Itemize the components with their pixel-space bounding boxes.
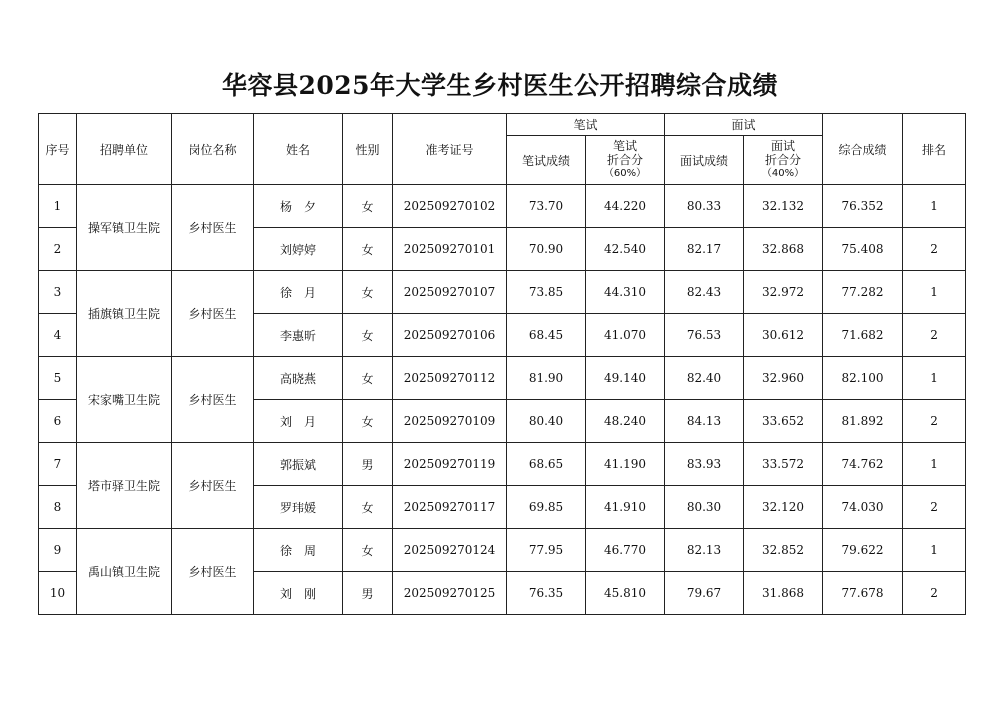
cell-exam-no: 202509270102 — [393, 185, 507, 228]
cell-rank: 2 — [903, 228, 966, 271]
cell-name: 李惠昕 — [254, 314, 343, 357]
header-gender: 性别 — [343, 114, 393, 185]
cell-total: 82.100 — [823, 357, 903, 400]
header-written-converted-line1: 笔试 — [613, 139, 638, 153]
cell-seq: 4 — [39, 314, 77, 357]
cell-gender: 男 — [343, 443, 393, 486]
header-unit: 招聘单位 — [77, 114, 172, 185]
cell-name: 徐 周 — [254, 529, 343, 572]
cell-seq: 8 — [39, 486, 77, 529]
header-written-converted-line2: 折合分 — [607, 153, 644, 167]
cell-written-score: 70.90 — [507, 228, 586, 271]
cell-gender: 男 — [343, 572, 393, 615]
cell-gender: 女 — [343, 400, 393, 443]
cell-unit: 塔市驿卫生院 — [77, 443, 172, 529]
header-written-group: 笔试 — [507, 114, 665, 136]
cell-rank: 1 — [903, 529, 966, 572]
cell-interview-converted: 30.612 — [744, 314, 823, 357]
cell-rank: 1 — [903, 357, 966, 400]
cell-position: 乡村医生 — [172, 529, 254, 615]
cell-written-score: 81.90 — [507, 357, 586, 400]
cell-rank: 2 — [903, 572, 966, 615]
cell-name: 郭振斌 — [254, 443, 343, 486]
cell-name: 杨 夕 — [254, 185, 343, 228]
cell-exam-no: 202509270109 — [393, 400, 507, 443]
cell-written-converted: 44.220 — [586, 185, 665, 228]
page-title: 华容县2025年大学生乡村医生公开招聘综合成绩 — [221, 71, 779, 100]
cell-interview-converted: 32.132 — [744, 185, 823, 228]
cell-interview-converted: 32.972 — [744, 271, 823, 314]
cell-written-converted: 44.310 — [586, 271, 665, 314]
cell-rank: 2 — [903, 400, 966, 443]
cell-written-converted: 46.770 — [586, 529, 665, 572]
cell-written-converted: 45.810 — [586, 572, 665, 615]
header-name: 姓名 — [254, 114, 343, 185]
cell-interview-score: 83.93 — [665, 443, 744, 486]
cell-seq: 6 — [39, 400, 77, 443]
cell-gender: 女 — [343, 185, 393, 228]
cell-total: 76.352 — [823, 185, 903, 228]
cell-unit: 禹山镇卫生院 — [77, 529, 172, 615]
cell-rank: 2 — [903, 314, 966, 357]
cell-interview-score: 82.40 — [665, 357, 744, 400]
cell-position: 乡村医生 — [172, 271, 254, 357]
header-interview-group: 面试 — [665, 114, 823, 136]
cell-seq: 5 — [39, 357, 77, 400]
header-written-score: 笔试成绩 — [507, 136, 586, 185]
cell-exam-no: 202509270119 — [393, 443, 507, 486]
cell-exam-no: 202509270107 — [393, 271, 507, 314]
cell-position: 乡村医生 — [172, 443, 254, 529]
cell-written-converted: 49.140 — [586, 357, 665, 400]
cell-seq: 3 — [39, 271, 77, 314]
cell-name: 刘 月 — [254, 400, 343, 443]
cell-total: 81.892 — [823, 400, 903, 443]
cell-written-converted: 41.070 — [586, 314, 665, 357]
table-row — [39, 185, 966, 228]
cell-interview-converted: 31.868 — [744, 572, 823, 615]
cell-total: 75.408 — [823, 228, 903, 271]
cell-written-score: 77.95 — [507, 529, 586, 572]
header-exam-no: 准考证号 — [393, 114, 507, 185]
cell-unit: 插旗镇卫生院 — [77, 271, 172, 357]
cell-total: 79.622 — [823, 529, 903, 572]
header-written-converted-line3: （60%） — [603, 168, 647, 179]
cell-interview-converted: 33.652 — [744, 400, 823, 443]
cell-position: 乡村医生 — [172, 357, 254, 443]
cell-interview-score: 82.17 — [665, 228, 744, 271]
cell-rank: 2 — [903, 486, 966, 529]
table-row — [39, 357, 966, 400]
cell-interview-converted: 32.852 — [744, 529, 823, 572]
header-row-1 — [39, 114, 966, 136]
cell-exam-no: 202509270101 — [393, 228, 507, 271]
cell-total: 77.678 — [823, 572, 903, 615]
cell-total: 71.682 — [823, 314, 903, 357]
cell-interview-score: 80.30 — [665, 486, 744, 529]
cell-interview-converted: 32.868 — [744, 228, 823, 271]
cell-seq: 10 — [39, 572, 77, 615]
cell-interview-score: 84.13 — [665, 400, 744, 443]
header-interview-converted-line1: 面试 — [771, 139, 796, 153]
cell-interview-score: 82.13 — [665, 529, 744, 572]
cell-gender: 女 — [343, 486, 393, 529]
header-position: 岗位名称 — [172, 114, 254, 185]
cell-rank: 1 — [903, 271, 966, 314]
cell-total: 74.030 — [823, 486, 903, 529]
header-total: 综合成绩 — [823, 114, 903, 185]
cell-interview-score: 82.43 — [665, 271, 744, 314]
cell-name: 刘婷婷 — [254, 228, 343, 271]
cell-unit: 宋家嘴卫生院 — [77, 357, 172, 443]
cell-gender: 女 — [343, 228, 393, 271]
cell-exam-no: 202509270106 — [393, 314, 507, 357]
cell-written-score: 80.40 — [507, 400, 586, 443]
cell-interview-score: 80.33 — [665, 185, 744, 228]
scores-table — [38, 113, 966, 615]
cell-exam-no: 202509270124 — [393, 529, 507, 572]
cell-rank: 1 — [903, 443, 966, 486]
header-interview-score: 面试成绩 — [665, 136, 744, 185]
cell-written-score: 68.45 — [507, 314, 586, 357]
table-row — [39, 529, 966, 572]
cell-seq: 2 — [39, 228, 77, 271]
cell-seq: 1 — [39, 185, 77, 228]
cell-written-score: 73.70 — [507, 185, 586, 228]
cell-written-converted: 48.240 — [586, 400, 665, 443]
cell-written-converted: 42.540 — [586, 228, 665, 271]
cell-interview-converted: 32.960 — [744, 357, 823, 400]
cell-name: 罗玮媛 — [254, 486, 343, 529]
cell-written-converted: 41.910 — [586, 486, 665, 529]
cell-written-converted: 41.190 — [586, 443, 665, 486]
header-rank: 排名 — [903, 114, 966, 185]
cell-rank: 1 — [903, 185, 966, 228]
header-interview-converted — [744, 136, 823, 185]
cell-exam-no: 202509270112 — [393, 357, 507, 400]
cell-written-score: 76.35 — [507, 572, 586, 615]
cell-written-score: 68.65 — [507, 443, 586, 486]
cell-interview-converted: 32.120 — [744, 486, 823, 529]
cell-name: 高晓燕 — [254, 357, 343, 400]
cell-position: 乡村医生 — [172, 185, 254, 271]
table-row — [39, 271, 966, 314]
cell-written-score: 73.85 — [507, 271, 586, 314]
cell-interview-score: 76.53 — [665, 314, 744, 357]
cell-interview-converted: 33.572 — [744, 443, 823, 486]
cell-unit: 操军镇卫生院 — [77, 185, 172, 271]
cell-gender: 女 — [343, 314, 393, 357]
cell-name: 刘 刚 — [254, 572, 343, 615]
cell-exam-no: 202509270117 — [393, 486, 507, 529]
cell-seq: 9 — [39, 529, 77, 572]
header-interview-converted-line3: （40%） — [761, 168, 805, 179]
header-interview-converted-line2: 折合分 — [765, 153, 802, 167]
cell-interview-score: 79.67 — [665, 572, 744, 615]
table-row — [39, 443, 966, 486]
cell-gender: 女 — [343, 529, 393, 572]
cell-total: 77.282 — [823, 271, 903, 314]
cell-gender: 女 — [343, 357, 393, 400]
cell-seq: 7 — [39, 443, 77, 486]
cell-total: 74.762 — [823, 443, 903, 486]
cell-gender: 女 — [343, 271, 393, 314]
cell-name: 徐 月 — [254, 271, 343, 314]
cell-written-score: 69.85 — [507, 486, 586, 529]
header-seq: 序号 — [39, 114, 77, 185]
cell-exam-no: 202509270125 — [393, 572, 507, 615]
header-written-converted — [586, 136, 665, 185]
